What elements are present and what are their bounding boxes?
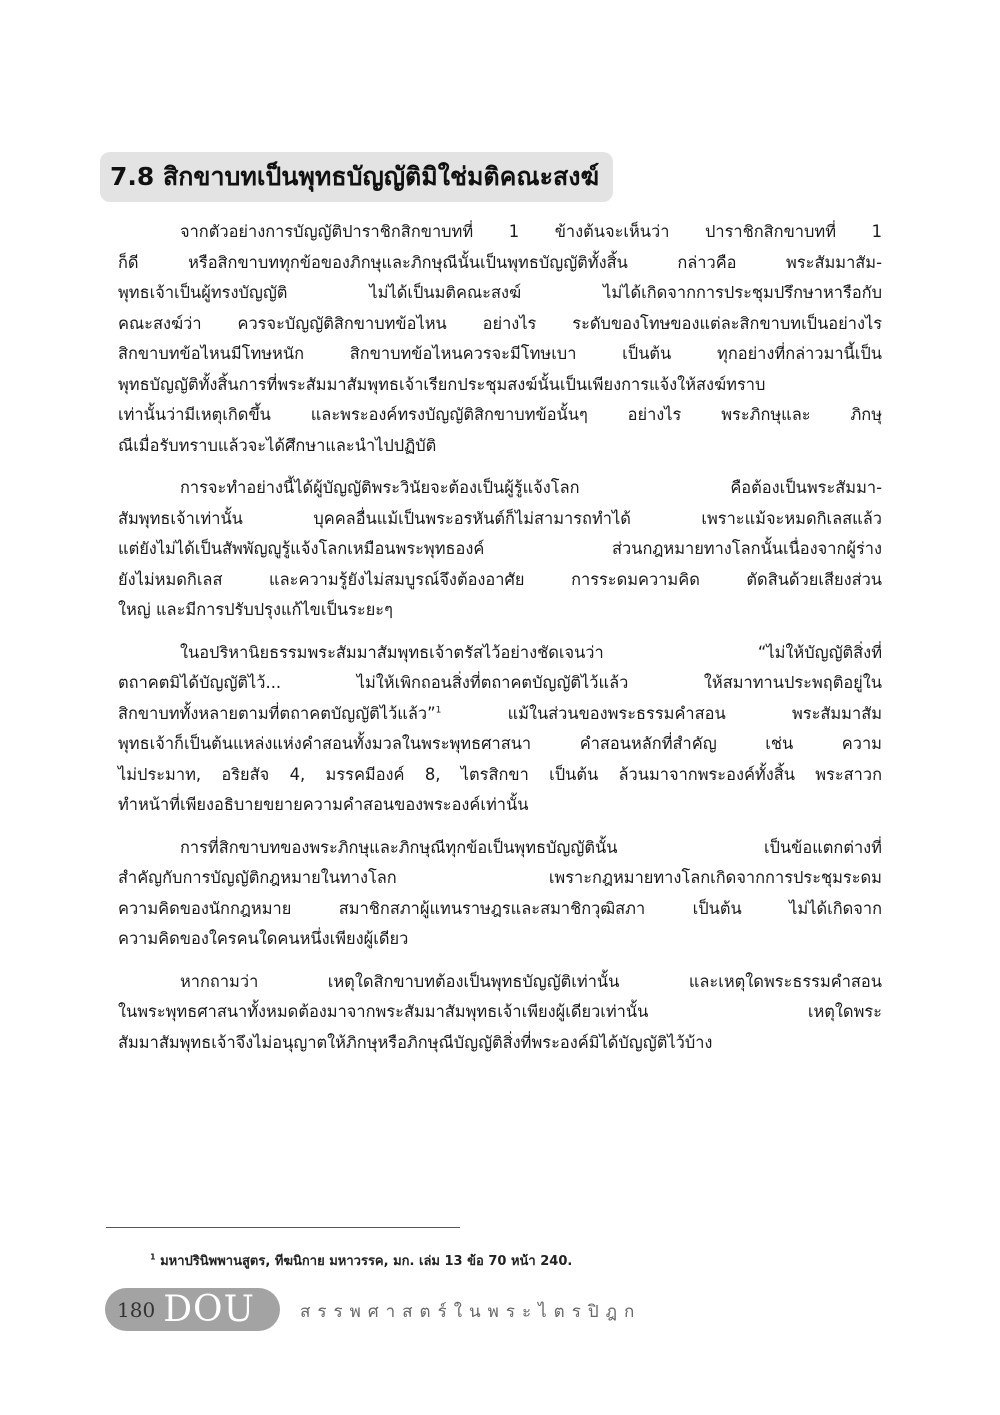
- text-line: ทำหน้าที่เพียงอธิบายขยายความคำสอนของพระองค์เท่านั้น: [118, 795, 529, 814]
- text-line: ยังไม่หมดกิเลส และความรู้ยังไม่สมบูรณ์จึงต้องอาศัย การระดมความคิด ตัดสินด้วยเสียงส่วน: [118, 569, 882, 589]
- text-line: พุทธบัญญัติทั้งสิ้นการที่พระสัมมาสัมพุทธเจ้าเรียกประชุมสงฆ์นั้นเป็นเพียงการแจ้งให้สงฆ์ทราบ: [118, 374, 766, 394]
- text-segment: แม้ในส่วนของพระธรรมคำสอน พระสัมมาสัม: [441, 703, 882, 723]
- footnote: [150, 1250, 572, 1271]
- paragraph-1: [118, 217, 882, 461]
- text-line: พุทธเจ้าเป็นผู้ทรงบัญญัติ ไม่ได้เป็นมติคณะสงฆ์ ไม่ได้เกิดจากการประชุมปรึกษาหารือกับ: [118, 283, 882, 302]
- text-line: สัมพุทธเจ้าเท่านั้น บุคคลอื่นแม้เป็นพระอรหันต์ก็ไม่สามารถทำได้ เพราะแม้จะหมดกิเลสแล้ว: [118, 508, 882, 528]
- footnote-divider: [106, 1227, 460, 1228]
- text-line: คณะสงฆ์ว่า ควรจะบัญญัติสิกขาบทข้อไหน อย่างไร ระดับของโทษของแต่ละสิกขาบทเป็นอย่างไร: [118, 313, 882, 333]
- footnote-mark: 1: [150, 1252, 156, 1262]
- text-line: ความคิดของใครคนใดคนหนึ่งเพียงผู้เดียว: [118, 929, 409, 948]
- text-line: ความคิดของนักกฎหมาย สมาชิกสภาผู้แทนราษฎรและสมาชิกวุฒิสภา เป็นต้น ไม่ได้เกิดจาก: [118, 898, 882, 918]
- text-line: พุทธเจ้าก็เป็นต้นแหล่งแห่งคำสอนทั้งมวลในพระพุทธศาสนา คำสอนหลักที่สำคัญ เช่น ความ: [118, 734, 882, 753]
- paragraph-2: [118, 473, 882, 626]
- brand-logo: DOU: [163, 1289, 255, 1330]
- text-line: ไม่ประมาท, อริยสัจ 4, มรรคมีองค์ 8, ไตรสิกขา เป็นต้น ล้วนมาจากพระองค์ทั้งสิ้น พระสาวก: [118, 764, 882, 784]
- text-line: หากถามว่า เหตุใดสิกขาบทต้องเป็นพุทธบัญญัติเท่านั้น และเหตุใดพระธรรมคำสอน: [180, 971, 882, 991]
- footer-badge: [105, 1288, 280, 1331]
- body-text: [118, 217, 882, 1070]
- footnote-reference[interactable]: 1: [435, 705, 442, 716]
- section-heading: 7.8 สิกขาบทเป็นพุทธบัญญัติมิใช่มติคณะสงฆ์: [100, 152, 613, 202]
- book-title: สรรพศาสตร์ในพระไตรปิฎก: [300, 1302, 642, 1322]
- text-line: ก็ดี หรือสิกขาบททุกข้อของภิกษุและภิกษุณีนั้นเป็นพุทธบัญญัติทั้งสิ้น กล่าวคือ พระสัมมาสัม-: [118, 252, 882, 272]
- text-line: การจะทำอย่างนี้ได้ผู้บัญญัติพระวินัยจะต้องเป็นผู้รู้แจ้งโลก คือต้องเป็นพระสัมมา-: [180, 478, 882, 497]
- text-line: ในพระพุทธศาสนาทั้งหมดต้องมาจากพระสัมมาสัมพุทธเจ้าเพียงผู้เดียวเท่านั้น เหตุใดพระ: [118, 1002, 882, 1021]
- paragraph-3: [118, 638, 882, 821]
- text-line: ณีเมื่อรับทราบแล้วจะได้ศึกษาและนำไปปฏิบัติ: [118, 435, 437, 455]
- text-line-with-footnote: [118, 699, 882, 730]
- text-line: สำคัญกับการบัญญัติกฎหมายในทางโลก เพราะกฎหมายทางโลกเกิดจากการประชุมระดม: [118, 868, 882, 887]
- text-line: ในอปริหานิยธรรมพระสัมมาสัมพุทธเจ้าตรัสไว้อย่างชัดเจนว่า “ไม่ให้บัญญัติสิ่งที่: [180, 642, 882, 662]
- text-line: ตถาคตมิได้บัญญัติไว้... ไม่ให้เพิกถอนสิ่งที่ตถาคตบัญญัติไว้แล้ว ให้สมาทานประพฤติอยู่ใน: [118, 673, 882, 692]
- text-line: จากตัวอย่างการบัญญัติปาราชิกสิกขาบทที่ 1 ข้างต้นจะเห็นว่า ปาราชิกสิกขาบทที่ 1: [180, 222, 882, 241]
- text-line: การที่สิกขาบทของพระภิกษุและภิกษุณีทุกข้อเป็นพุทธบัญญัตินั้น เป็นข้อแตกต่างที่: [180, 837, 882, 857]
- paragraph-5: [118, 967, 882, 1059]
- text-line: เท่านั้นว่ามีเหตุเกิดขึ้น และพระองค์ทรงบัญญัติสิกขาบทข้อนั้นๆ อย่างไร พระภิกษุและ ภิกษุ: [118, 405, 882, 424]
- text-line: สัมมาสัมพุทธเจ้าจึงไม่อนุญาตให้ภิกษุหรือภิกษุณีบัญญัติสิ่งที่พระองค์มิได้บัญญัติไว้บ้าง: [118, 1032, 713, 1052]
- text-line: สิกขาบทข้อไหนมีโทษหนัก สิกขาบทข้อไหนควรจะมีโทษเบา เป็นต้น ทุกอย่างที่กล่าวมานี้เป็น: [118, 344, 882, 363]
- footnote-text: มหาปรินิพพานสูตร, ทีฆนิกาย มหาวรรค, มก. เล่ม 13 ข้อ 70 หน้า 240.: [155, 1254, 573, 1269]
- text-line: ใหญ่ และมีการปรับปรุงแก้ไขเป็นระยะๆ: [118, 600, 393, 619]
- page-number: 180: [117, 1297, 156, 1322]
- text-line: แต่ยังไม่ได้เป็นสัพพัญญูรู้แจ้งโลกเหมือนพระพุทธองค์ ส่วนกฎหมายทางโลกนั้นเนื่องจากผู้ร่าง: [118, 539, 882, 558]
- text-segment: สิกขาบททั้งหลายตามที่ตถาคตบัญญัติไว้แล้ว”: [118, 703, 436, 723]
- paragraph-4: [118, 833, 882, 955]
